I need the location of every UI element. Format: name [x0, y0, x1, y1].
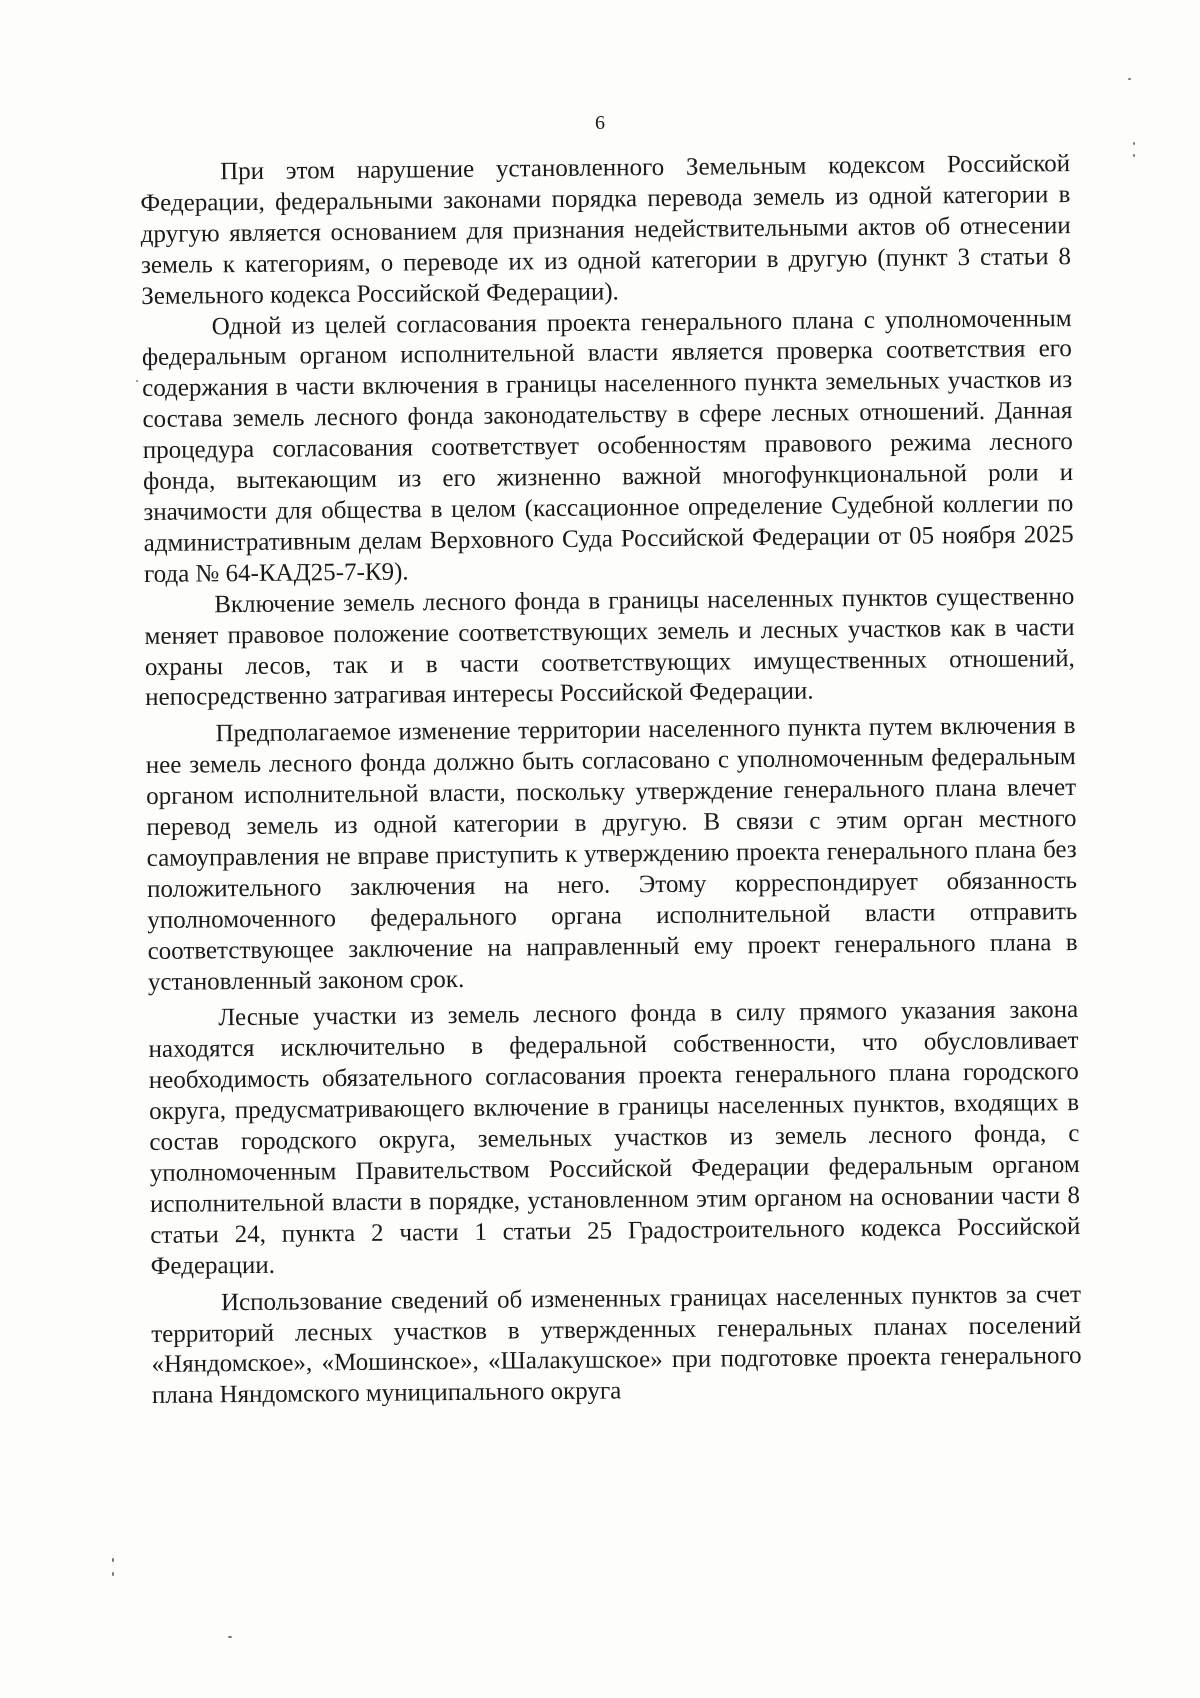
page-number: 6: [595, 112, 605, 134]
scan-speck: [1133, 142, 1135, 145]
paragraph-4: Предполагаемое изменение территории населенного пункта путем включения в нее земель лесного фонда должно быть согласовано с уполномоченным федеральным органом исполнительной власти, поскольку утверждение генерального плана влечет перевод земель из одной категории в другую. В связи с этим орган местного самоуправления не вправе приступить к утверждению проекта генерального плана без положительного заключения на него. Этому корреспондирует обязанность уполномоченного федерального органа исполнительной власти отправить соответствующее заключение на направленный ему проект генерального плана в установленный законом срок.: [145, 712, 1078, 996]
scan-speck: [136, 380, 138, 382]
document-body: [140, 149, 1082, 1412]
paragraph-5: Лесные участки из земель лесного фонда в силу прямого указания закона находятся исключительно в федеральной собственности, что обусловливает необходимость обязательного согласования проекта генерального плана городского округа, предусматривающего включение в границы населенных пунктов, входящих в состав городского округа, земельных участков из земель лесного фонда, с уполномоченным Правительством Российской Федерации федеральным органом исполнительной власти в порядке, установленном этим органом на основании части 8 статьи 24, пункта 2 части 1 статьи 25 Градостроительного кодекса Российской Федерации.: [148, 996, 1081, 1280]
paragraph-2: Одной из целей согласования проекта генерального плана с уполномоченным федеральным органом исполнительной власти является проверка соответствия его содержания в части включения в границы населенного пункта земельных участков из состава земель лесного фонда законодательству в сфере лесных отношений. Данная процедура согласования соответствует особенностям правового режима лесного фонда, вытекающим из его жизненно важной многофункциональной роли и значимости для общества в целом (кассационное определение Судебной коллегии по административным делам Верховного Суда Российской Федерации от 05 ноября 2025 года № 64-КАД25-7-К9).: [141, 304, 1074, 588]
scan-speck: [228, 1636, 232, 1638]
paragraph-6: Использование сведений об измененных границах населенных пунктов за счет территорий лесных участков в утвержденных генеральных планах поселений «Няндомское», «Мошинское», «Шалакушское» при подготовке проекта генерального плана Няндомского муниципального округа: [151, 1280, 1082, 1410]
scan-speck: [1128, 78, 1131, 80]
scan-speck: [1133, 154, 1135, 157]
scan-speck: [112, 1558, 114, 1562]
paragraph-3: Включение земель лесного фонда в границы населенных пунктов существенно меняет правовое положение соответствующих земель и лесных участков как в части охраны лесов, так и в части соответствующих имущественных отношений, непосредственно затрагивая интересы Российской Федерации.: [144, 582, 1075, 712]
paragraph-1: При этом нарушение установленного Земельным кодексом Российской Федерации, федеральными законами порядка перевода земель из одной категории в другую является основанием для признания недействительными актов об отнесении земель к категориям, о переводе их из одной категории в другую (пункт 3 статьи 8 Земельного кодекса Российской Федерации).: [140, 150, 1072, 310]
scan-speck: [112, 1572, 114, 1576]
